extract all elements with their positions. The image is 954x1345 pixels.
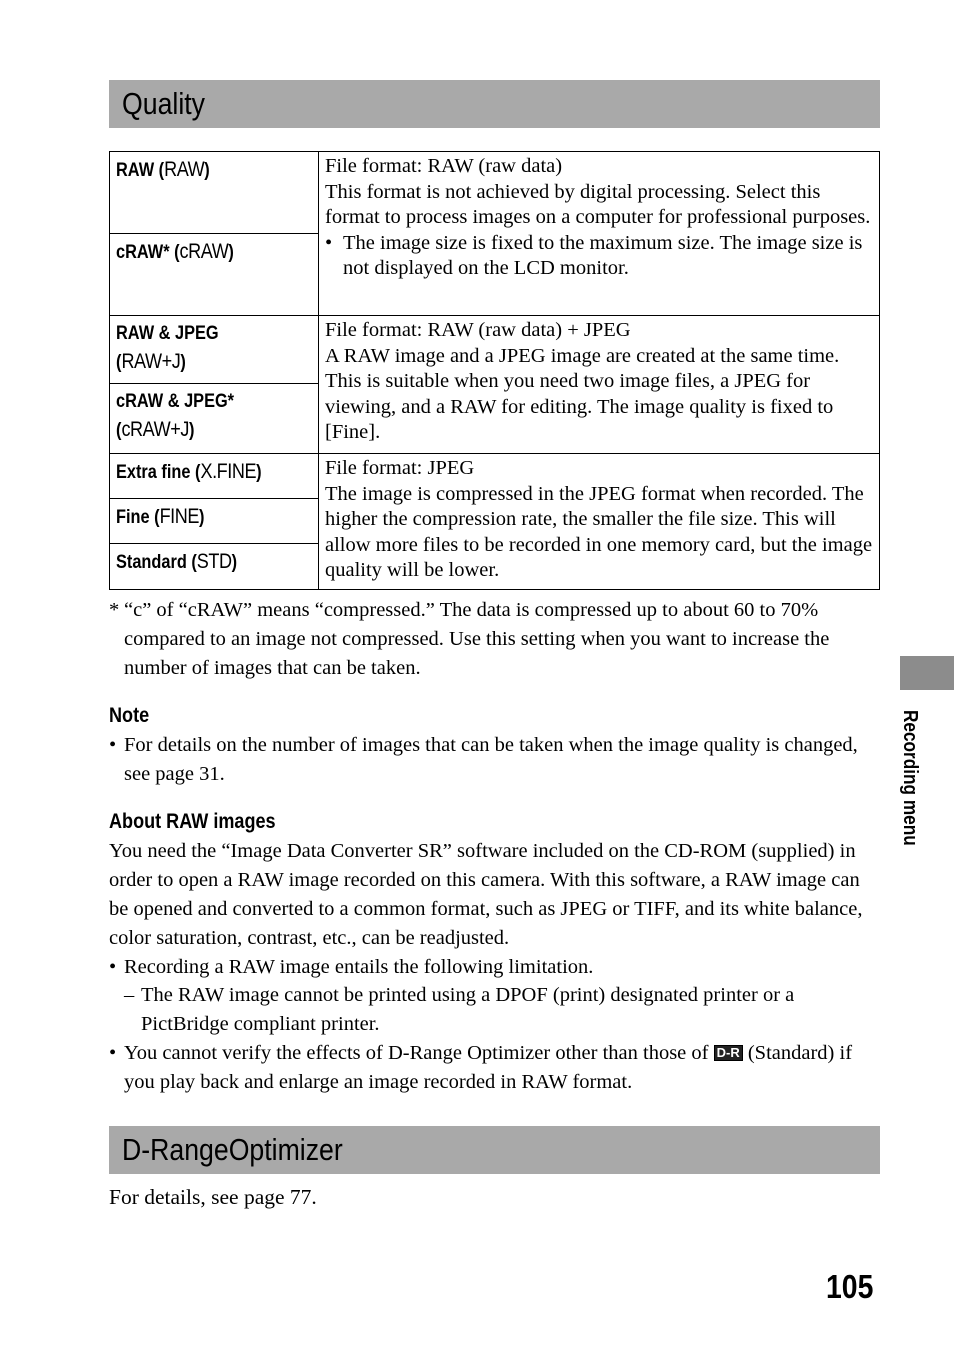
about-raw-bullet-2: • You cannot verify the effects of D-Range Optimizer other than those of D-R (Standard) if you play back and enlarge an image recorded in RAW format. <box>109 1042 853 1093</box>
setting-extra-fine: Extra fine (X.FINE) <box>110 454 319 499</box>
side-tab-marker <box>900 656 954 690</box>
setting-raw: RAW (RAW) <box>110 152 319 234</box>
note-bullet: • For details on the number of images that can be taken when the image quality is changed, see page 31. <box>109 734 858 785</box>
raw-description: File format: RAW (raw data) This format is not achieved by digital processing. Select this format to process images on a computer for professional purposes. • The image size is fixed to the maximum size. The image size is not displayed on the LCD monitor. <box>319 152 880 316</box>
craw-jpeg-icon: cRAW+J <box>121 418 189 441</box>
side-tab-label: Recording menu <box>899 710 921 846</box>
section-title-quality: Quality <box>109 80 880 128</box>
setting-fine: Fine (FINE) <box>110 499 319 544</box>
table-row <box>110 152 880 234</box>
craw-icon: cRAW <box>179 240 229 263</box>
quality-table <box>109 151 880 590</box>
raw-icon: RAW <box>164 158 205 181</box>
about-raw-paragraph: You need the “Image Data Converter SR” software included on the CD-ROM (supplied) in order to open a RAW image recorded on this camera. With this software, a RAW image can be opened and converted to a common format, such as JPEG or TIFF, and its white balance, color saturation, contrast, etc., can be readjusted. <box>109 840 863 949</box>
note-heading: Note <box>109 704 150 727</box>
setting-craw: cRAW* (cRAW) <box>110 234 319 316</box>
about-raw-dash-1: – The RAW image cannot be printed using a DPOF (print) designated printer or a PictBridge compliant printer. <box>124 984 795 1035</box>
xfine-icon: X.FINE <box>200 460 257 483</box>
d-range-details: For details, see page 77. <box>109 1185 317 1209</box>
fine-icon: FINE <box>159 505 200 528</box>
table-row <box>110 454 880 499</box>
footnote: * “c” of “cRAW” means “compressed.” The data is compressed up to about 60 to 70% compared to an image not compressed. Use this setting when you want to increase the number of images that can be taken. <box>109 599 830 679</box>
about-raw-heading: About RAW images <box>109 810 276 833</box>
d-range-standard-icon: D-R <box>714 1045 743 1061</box>
raw-jpeg-description: File format: RAW (raw data) + JPEG A RAW image and a JPEG image are created at the same time. This is suitable when you need two image files, a JPEG for viewing, and a RAW for editing. The image quality is fixed to [Fine]. <box>319 316 880 454</box>
raw-jpeg-icon: RAW+J <box>121 350 181 373</box>
std-icon: STD <box>196 550 232 573</box>
table-row <box>110 316 880 384</box>
jpeg-description: File format: JPEG The image is compressed in the JPEG format when recorded. The higher the compression rate, the smaller the file size. This will allow more files to be recorded in one memory card, but the image quality will be lower. <box>319 454 880 590</box>
setting-standard: Standard (STD) <box>110 544 319 590</box>
about-raw-bullet-1: • Recording a RAW image entails the following limitation. <box>109 956 594 978</box>
setting-craw-jpeg: cRAW & JPEG* (cRAW+J) <box>110 384 319 454</box>
section-title-d-range-optimizer: D-RangeOptimizer <box>109 1126 880 1174</box>
setting-raw-jpeg: RAW & JPEG (RAW+J) <box>110 316 319 384</box>
page-number: 105 <box>826 1268 874 1305</box>
